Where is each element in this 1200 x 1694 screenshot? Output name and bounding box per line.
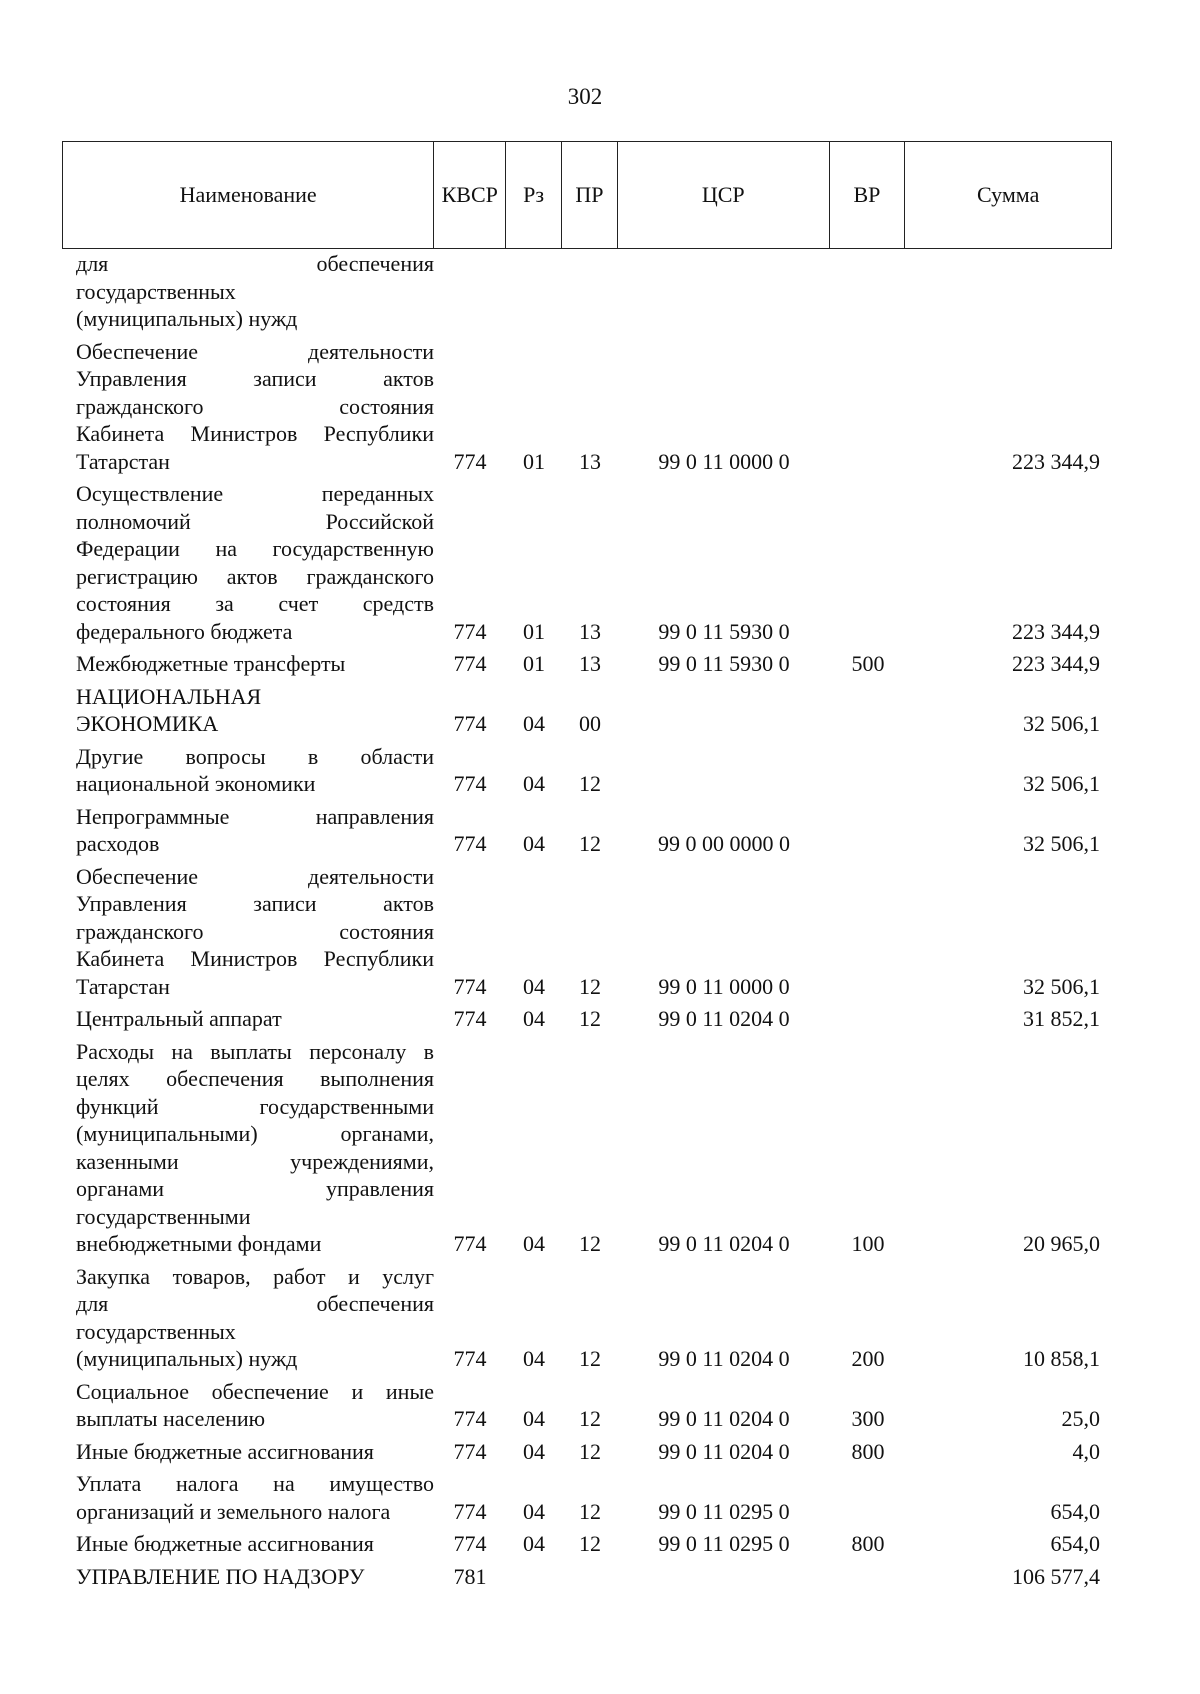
row-rz: 04 bbox=[523, 1531, 545, 1556]
row-pr: 13 bbox=[579, 651, 601, 676]
row-name-line: Осуществление переданных bbox=[76, 481, 434, 506]
row-name-line: Татарстан bbox=[76, 448, 170, 474]
row-rz: 04 bbox=[523, 1498, 545, 1524]
row-rz: 04 bbox=[523, 973, 545, 999]
row-name-line: Федерации на государственную bbox=[76, 536, 434, 561]
row-rz: 04 bbox=[523, 1438, 545, 1464]
row-name-line: НАЦИОНАЛЬНАЯ bbox=[76, 683, 262, 709]
row-csr: 99 0 11 0000 0 bbox=[658, 448, 790, 474]
row-name-line: Татарстан bbox=[76, 973, 170, 999]
table-row bbox=[62, 250, 1112, 333]
row-pr: 13 bbox=[579, 618, 601, 644]
column-header-pr: ПР bbox=[562, 142, 618, 248]
row-pr: 12 bbox=[579, 973, 601, 999]
row-sum: 32 506,1 bbox=[1023, 973, 1100, 999]
row-csr: 99 0 11 0000 0 bbox=[658, 973, 790, 999]
row-csr: 99 0 11 0204 0 bbox=[658, 1231, 790, 1256]
row-name-line: ЭКОНОМИКА bbox=[76, 711, 219, 736]
row-csr: 99 0 11 0295 0 bbox=[658, 1531, 790, 1556]
row-sum: 654,0 bbox=[1050, 1531, 1100, 1556]
row-name-line: Закупка товаров, работ и услуг bbox=[76, 1263, 434, 1289]
row-name-line: гражданского состояния bbox=[76, 393, 434, 419]
row-rz: 01 bbox=[523, 618, 545, 644]
row-name bbox=[62, 743, 434, 798]
table-row bbox=[62, 683, 1112, 738]
row-name-line: Управления записи актов bbox=[76, 366, 434, 391]
row-kvsr: 774 bbox=[453, 831, 487, 856]
row-name-line: Уплата налога на имущество bbox=[76, 1471, 434, 1496]
column-header-kvsr: КВСР bbox=[434, 142, 506, 248]
row-sum: 106 577,4 bbox=[1012, 1563, 1100, 1589]
row-kvsr: 774 bbox=[453, 973, 487, 999]
row-name-line: Управления записи актов bbox=[76, 891, 434, 916]
row-pr: 12 bbox=[579, 831, 601, 856]
table-row bbox=[62, 650, 1112, 678]
row-name-line: Расходы на выплаты персоналу в bbox=[76, 1038, 434, 1064]
row-sum: 654,0 bbox=[1050, 1498, 1100, 1524]
row-sum: 223 344,9 bbox=[1012, 448, 1100, 474]
row-rz: 04 bbox=[523, 1406, 545, 1431]
row-name bbox=[62, 1263, 434, 1373]
column-header-rz: Рз bbox=[506, 142, 562, 248]
row-name bbox=[62, 803, 434, 858]
row-pr: 12 bbox=[579, 1346, 601, 1371]
row-name bbox=[62, 1470, 434, 1525]
row-csr: 99 0 11 0204 0 bbox=[658, 1346, 790, 1371]
row-name-line: выплаты населению bbox=[76, 1406, 266, 1431]
row-name-line: для обеспечения bbox=[76, 1291, 434, 1316]
row-kvsr: 774 bbox=[453, 1531, 487, 1556]
row-csr: 99 0 11 0204 0 bbox=[658, 1406, 790, 1431]
row-name bbox=[62, 863, 434, 1001]
row-name bbox=[62, 338, 434, 476]
row-csr: 99 0 11 5930 0 bbox=[658, 651, 790, 676]
row-name-line: Иные бюджетные ассигнования bbox=[76, 1438, 374, 1464]
row-name-line: Кабинета Министров Республики bbox=[76, 946, 434, 971]
row-kvsr: 774 bbox=[453, 618, 487, 644]
row-name-line: Другие вопросы в области bbox=[76, 743, 434, 769]
row-name-line: Иные бюджетные ассигнования bbox=[76, 1531, 374, 1556]
row-name-line: УПРАВЛЕНИЕ ПО НАДЗОРУ bbox=[76, 1563, 365, 1589]
row-rz: 04 bbox=[523, 771, 545, 796]
row-rz: 04 bbox=[523, 711, 545, 736]
table-row bbox=[62, 338, 1112, 476]
row-sum: 31 852,1 bbox=[1023, 1006, 1100, 1031]
row-name-line: (муниципальных) нужд bbox=[76, 306, 298, 331]
row-name bbox=[62, 1530, 434, 1558]
row-name-line: органами управления bbox=[76, 1176, 434, 1201]
row-name-line: Центральный аппарат bbox=[76, 1006, 282, 1031]
row-name-line: Обеспечение деятельности bbox=[76, 863, 434, 889]
row-sum: 25,0 bbox=[1061, 1406, 1100, 1431]
row-name-line: (муниципальными) органами, bbox=[76, 1121, 434, 1146]
row-csr: 99 0 11 5930 0 bbox=[658, 618, 790, 644]
row-name-line: Межбюджетные трансферты bbox=[76, 651, 346, 676]
row-csr: 99 0 11 0295 0 bbox=[658, 1498, 790, 1524]
row-name bbox=[62, 1563, 434, 1591]
row-pr: 12 bbox=[579, 1406, 601, 1431]
row-name bbox=[62, 1005, 434, 1033]
row-sum: 20 965,0 bbox=[1023, 1231, 1100, 1256]
row-name-line: внебюджетными фондами bbox=[76, 1231, 322, 1256]
row-sum: 10 858,1 bbox=[1023, 1346, 1100, 1371]
row-name-line: полномочий Российской bbox=[76, 508, 434, 534]
row-name-line: функций государственными bbox=[76, 1093, 434, 1119]
row-vr: 800 bbox=[851, 1438, 885, 1464]
column-header-name: Наименование bbox=[63, 142, 434, 248]
row-name-line: государственных bbox=[76, 1318, 236, 1344]
row-name-line: казенными учреждениями, bbox=[76, 1148, 434, 1174]
row-name-line: целях обеспечения выполнения bbox=[76, 1066, 434, 1091]
table-row bbox=[62, 480, 1112, 645]
row-sum: 32 506,1 bbox=[1023, 771, 1100, 796]
row-sum: 32 506,1 bbox=[1023, 711, 1100, 736]
table-row bbox=[62, 1038, 1112, 1258]
row-pr: 00 bbox=[579, 711, 601, 736]
row-sum: 223 344,9 bbox=[1012, 618, 1100, 644]
row-kvsr: 781 bbox=[453, 1563, 487, 1589]
table-row bbox=[62, 1263, 1112, 1373]
row-name-line: Кабинета Министров Республики bbox=[76, 421, 434, 446]
row-kvsr: 774 bbox=[453, 1231, 487, 1256]
row-name bbox=[62, 250, 434, 333]
row-csr: 99 0 11 0204 0 bbox=[658, 1438, 790, 1464]
row-name-line: Социальное обеспечение и иные bbox=[76, 1378, 434, 1404]
column-header-sum: Сумма bbox=[977, 182, 1040, 207]
row-kvsr: 774 bbox=[453, 1006, 487, 1031]
row-name-line: (муниципальных) нужд bbox=[76, 1346, 298, 1371]
row-kvsr: 774 bbox=[453, 651, 487, 676]
row-name-line: национальной экономики bbox=[76, 771, 316, 796]
row-gap bbox=[62, 1590, 1112, 1595]
table-row bbox=[62, 863, 1112, 1001]
row-name bbox=[62, 650, 434, 678]
row-name-line: федерального бюджета bbox=[76, 618, 293, 644]
table-row bbox=[62, 1470, 1112, 1525]
row-name-line: состояния за счет средств bbox=[76, 591, 434, 616]
row-pr: 12 bbox=[579, 1531, 601, 1556]
row-rz: 01 bbox=[523, 651, 545, 676]
row-rz: 04 bbox=[523, 1346, 545, 1371]
table-row bbox=[62, 1378, 1112, 1433]
row-pr: 12 bbox=[579, 1231, 601, 1256]
row-name-line: для обеспечения bbox=[76, 251, 434, 276]
row-vr: 300 bbox=[851, 1406, 885, 1431]
row-kvsr: 774 bbox=[453, 711, 487, 736]
table-row bbox=[62, 1005, 1112, 1033]
row-csr: 99 0 11 0204 0 bbox=[658, 1006, 790, 1031]
row-sum: 223 344,9 bbox=[1012, 651, 1100, 676]
row-sum: 4,0 bbox=[1072, 1438, 1100, 1464]
row-name-line: гражданского состояния bbox=[76, 918, 434, 944]
row-vr: 200 bbox=[851, 1346, 885, 1371]
row-kvsr: 774 bbox=[453, 771, 487, 796]
row-name-line: Непрограммные направления bbox=[76, 803, 434, 829]
row-rz: 04 bbox=[523, 831, 545, 856]
table-row bbox=[62, 803, 1112, 858]
row-name-line: организаций и земельного налога bbox=[76, 1498, 391, 1524]
row-sum: 32 506,1 bbox=[1023, 831, 1100, 856]
row-name-line: расходов bbox=[76, 831, 160, 856]
page-number: 302 bbox=[567, 84, 603, 109]
row-rz: 04 bbox=[523, 1006, 545, 1031]
row-kvsr: 774 bbox=[453, 448, 487, 474]
row-name bbox=[62, 1438, 434, 1466]
column-header-csr: ЦСР bbox=[618, 142, 830, 248]
row-kvsr: 774 bbox=[453, 1346, 487, 1371]
row-name-line: регистрацию актов гражданского bbox=[76, 563, 434, 589]
row-name bbox=[62, 480, 434, 645]
row-pr: 13 bbox=[579, 448, 601, 474]
row-pr: 12 bbox=[579, 1498, 601, 1524]
row-vr: 500 bbox=[851, 651, 885, 676]
table-body bbox=[62, 250, 1112, 1595]
row-rz: 04 bbox=[523, 1231, 545, 1256]
row-csr: 99 0 00 0000 0 bbox=[658, 831, 790, 856]
column-header-vr: ВР bbox=[830, 142, 906, 248]
row-name bbox=[62, 1378, 434, 1433]
row-vr: 100 bbox=[851, 1231, 885, 1256]
row-name-line: Обеспечение деятельности bbox=[76, 338, 434, 364]
table-row bbox=[62, 1438, 1112, 1466]
table-header bbox=[62, 141, 1112, 249]
row-name bbox=[62, 1038, 434, 1258]
row-name bbox=[62, 683, 434, 738]
row-name-line: государственных bbox=[76, 278, 236, 304]
row-pr: 12 bbox=[579, 1438, 601, 1464]
row-vr: 800 bbox=[851, 1531, 885, 1556]
row-pr: 12 bbox=[579, 771, 601, 796]
table-row bbox=[62, 1530, 1112, 1558]
row-name-line: государственными bbox=[76, 1203, 251, 1229]
table-row bbox=[62, 1563, 1112, 1591]
row-pr: 12 bbox=[579, 1006, 601, 1031]
row-kvsr: 774 bbox=[453, 1498, 487, 1524]
row-rz: 01 bbox=[523, 448, 545, 474]
row-kvsr: 774 bbox=[453, 1438, 487, 1464]
table-row bbox=[62, 743, 1112, 798]
row-kvsr: 774 bbox=[453, 1406, 487, 1431]
